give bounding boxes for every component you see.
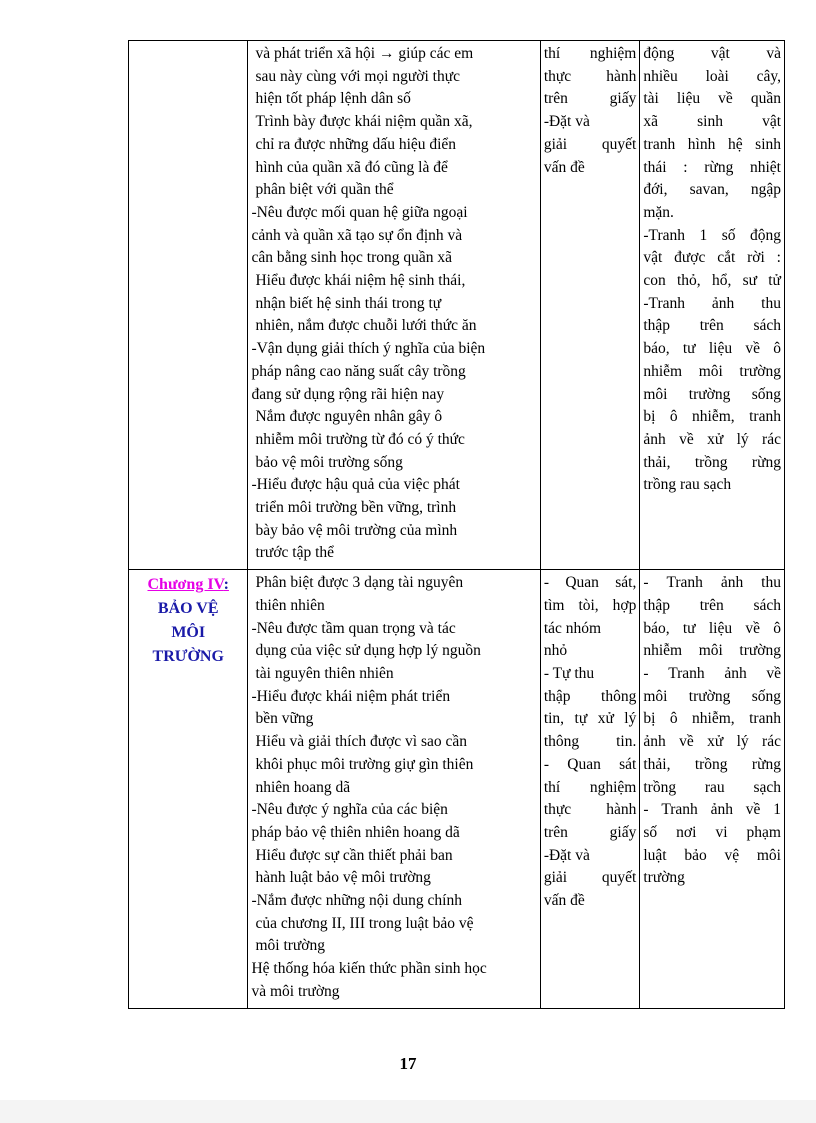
text-line: -Nắm được những nội dung chính bbox=[251, 892, 462, 910]
text-line: thải, trồng rừng bbox=[643, 755, 781, 773]
text-line: báo, tư liệu về ô bbox=[643, 619, 781, 637]
text-line: báo, tư liệu về ô bbox=[643, 340, 781, 358]
text-line: con thỏ, hổ, sư tử bbox=[643, 272, 781, 290]
text-line: vật được cắt rời : bbox=[643, 249, 781, 267]
text-line: khôi phục môi trường giự gìn thiên bbox=[255, 755, 474, 773]
text-line: Nắm được nguyên nhân gây ô bbox=[255, 408, 443, 426]
text-line: thí nghiệm bbox=[543, 778, 637, 796]
footer-band bbox=[0, 1100, 816, 1123]
text-line: số nơi vi phạm bbox=[643, 823, 781, 841]
text-line: trường bbox=[643, 869, 685, 887]
text-line: trên giấy bbox=[543, 823, 637, 841]
text-line: - Tranh ảnh về 1 bbox=[643, 801, 781, 819]
text-line: - Tranh ảnh về bbox=[643, 664, 781, 682]
text-line: cân bằng sinh học trong quần xã bbox=[251, 249, 453, 267]
page-number: 17 bbox=[399, 1054, 417, 1073]
methods-cell bbox=[540, 570, 640, 1008]
chapter-title-line-3: TRƯỜNG bbox=[152, 647, 224, 665]
chapter-label: Chương IV: bbox=[147, 576, 229, 594]
text-line: - Quan sát bbox=[543, 755, 637, 773]
text-line: thái : rừng nhiệt bbox=[643, 158, 781, 176]
text-line: - Tự thu bbox=[543, 664, 595, 682]
text-line: thập thông bbox=[543, 687, 637, 705]
text-line: xã sinh vật bbox=[643, 113, 781, 131]
text-line: vấn đề bbox=[543, 892, 585, 910]
text-line: -Hiểu được hậu quả của việc phát bbox=[251, 476, 460, 494]
methods-cell bbox=[540, 41, 640, 570]
text-line: môi trường sống bbox=[643, 385, 781, 403]
table-row bbox=[129, 570, 785, 1008]
text-line: trước tập thể bbox=[255, 544, 335, 562]
text-line: ảnh về xử lý rác bbox=[643, 430, 781, 448]
text-line: thập trên sách bbox=[643, 596, 781, 614]
text-line: tài liệu về quần bbox=[643, 90, 781, 108]
text-line: thiên nhiên bbox=[255, 596, 325, 614]
text-line: nhận biết hệ sinh thái trong tự bbox=[255, 294, 442, 312]
text-line: -Đặt và bbox=[543, 113, 590, 131]
text-line: Trình bày được khái niệm quần xã, bbox=[255, 113, 473, 131]
text-line: tìm tòi, hợp bbox=[543, 596, 637, 614]
materials-cell bbox=[640, 41, 785, 570]
text-line: nhiễm môi trường bbox=[643, 642, 781, 660]
materials-cell bbox=[640, 570, 785, 1008]
text-line: pháp nâng cao năng suất cây trồng bbox=[251, 362, 466, 380]
text-line: môi trường bbox=[255, 937, 326, 955]
text-line: hình của quần xã đó cũng là để bbox=[255, 158, 448, 176]
text-line: chỉ ra được những dấu hiệu điển bbox=[255, 135, 457, 153]
text-line: -Nêu được mối quan hệ giữa ngoại bbox=[251, 203, 468, 221]
text-line: - Quan sát, bbox=[543, 574, 637, 592]
text-line: Hiểu và giải thích được vì sao cần bbox=[255, 733, 468, 751]
text-line: nhiên hoang dã bbox=[255, 778, 351, 796]
text-line: -Tranh ảnh thu bbox=[643, 294, 781, 312]
text-line: phân biệt với quần thể bbox=[255, 181, 394, 199]
text-line: trên giấy bbox=[543, 90, 637, 108]
objectives-cell bbox=[248, 41, 540, 570]
objectives-cell bbox=[248, 570, 540, 1008]
text-line: bền vững bbox=[255, 710, 314, 728]
chapter-cell bbox=[129, 41, 248, 570]
text-line: pháp bảo vệ thiên nhiên hoang dã bbox=[251, 823, 460, 841]
text-line: sau này cùng với mọi người thực bbox=[255, 67, 460, 85]
table-row bbox=[129, 41, 785, 570]
text-line: của chương II, III trong luật bảo vệ bbox=[255, 914, 474, 932]
text-line: tài nguyên thiên nhiên bbox=[255, 664, 394, 682]
text-line: bày bảo vệ môi trường của mình bbox=[255, 521, 458, 539]
text-line: bị ô nhiễm, tranh bbox=[643, 408, 781, 426]
text-line: nhiễm môi trường từ đó có ý thức bbox=[255, 430, 465, 448]
text-line: tranh hình hệ sinh bbox=[643, 135, 781, 153]
text-line: giải quyết bbox=[543, 869, 637, 887]
text-line: -Nêu được ý nghĩa của các biện bbox=[251, 801, 448, 819]
text-line: luật bảo vệ môi bbox=[643, 846, 781, 864]
text-line: thực hành bbox=[543, 67, 637, 85]
text-line: hành luật bảo vệ môi trường bbox=[255, 869, 431, 887]
text-line: -Đặt và bbox=[543, 846, 590, 864]
curriculum-table bbox=[128, 40, 785, 1009]
text-line: và phát triển xã hội → giúp các em bbox=[255, 45, 474, 62]
text-line: thực hành bbox=[543, 801, 637, 819]
text-line: -Tranh 1 số động bbox=[643, 226, 781, 244]
text-line: động vật và bbox=[643, 45, 781, 62]
text-line: dụng của việc sử dụng hợp lý nguồn bbox=[255, 642, 481, 660]
text-line: nhiễm môi trường bbox=[643, 362, 781, 380]
text-line: môi trường sống bbox=[643, 687, 781, 705]
text-line: bảo vệ môi trường sống bbox=[255, 453, 403, 471]
text-line: Phân biệt được 3 dạng tài nguyên bbox=[255, 574, 464, 592]
chapter-cell bbox=[129, 570, 248, 1008]
text-line: Hệ thống hóa kiến thức phần sinh học bbox=[251, 960, 487, 978]
text-line: đới, savan, ngập bbox=[643, 181, 781, 199]
text-line: cảnh và quần xã tạo sự ổn định và bbox=[251, 226, 463, 244]
text-line: thải, trồng rừng bbox=[643, 453, 781, 471]
text-line: thập trên sách bbox=[643, 317, 781, 335]
text-line: -Nêu được tầm quan trọng và tác bbox=[251, 619, 456, 637]
text-line: -Vận dụng giải thích ý nghĩa của biện bbox=[251, 340, 486, 358]
text-line: tác nhóm bbox=[543, 619, 602, 637]
text-line: nhỏ bbox=[543, 642, 568, 660]
text-line: và môi trường bbox=[251, 982, 340, 1000]
text-line: triển môi trường bền vững, trình bbox=[255, 499, 457, 517]
text-line: thí nghiệm bbox=[543, 45, 637, 62]
text-line: Hiểu được sự cần thiết phải ban bbox=[255, 846, 453, 864]
text-line: đang sử dụng rộng rãi hiện nay bbox=[251, 385, 445, 403]
text-line: vấn đề bbox=[543, 158, 585, 176]
text-line: nhiều loài cây, bbox=[643, 67, 781, 85]
chapter-title-line-1: BẢO VỆ bbox=[157, 599, 219, 617]
text-line: mặn. bbox=[643, 203, 674, 221]
text-line: bị ô nhiễm, tranh bbox=[643, 710, 781, 728]
text-line: hiện tốt pháp lệnh dân số bbox=[255, 90, 411, 108]
text-line: thông tin. bbox=[543, 733, 637, 751]
text-line: trồng rau sạch bbox=[643, 778, 781, 796]
chapter-title-line-2: MÔI bbox=[171, 623, 206, 641]
text-line: -Hiểu được khái niệm phát triển bbox=[251, 687, 451, 705]
text-line: - Tranh ảnh thu bbox=[643, 574, 781, 592]
text-line: nhiên, nắm được chuỗi lưới thức ăn bbox=[255, 317, 477, 335]
text-line: trồng rau sạch bbox=[643, 476, 732, 494]
text-line: tin, tự xử lý bbox=[543, 710, 637, 728]
text-line: Hiểu được khái niệm hệ sinh thái, bbox=[255, 272, 466, 290]
text-line: ảnh về xử lý rác bbox=[643, 733, 781, 751]
text-line: giải quyết bbox=[543, 135, 637, 153]
